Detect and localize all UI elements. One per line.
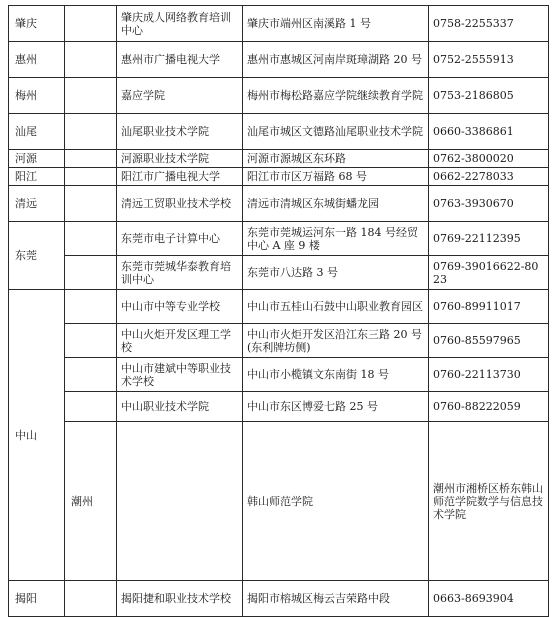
school-name-cell: 中山市中等专业学校	[117, 290, 243, 324]
school-name-cell: 惠州市广播电视大学	[117, 42, 243, 78]
table-row	[9, 358, 549, 392]
table-row	[9, 324, 549, 358]
phone-cell: 0762-3800020	[429, 150, 549, 168]
table-row	[9, 581, 549, 617]
table-row	[9, 256, 549, 290]
address-cell: 中山市火炬开发区沿江东三路 20 号(东利牌坊侧)	[243, 324, 429, 358]
phone-cell: 0663-8693904	[429, 581, 549, 617]
table-row	[9, 290, 549, 324]
school-name-cell: 河源职业技术学院	[117, 150, 243, 168]
empty-cell	[65, 6, 117, 42]
table-row	[9, 392, 549, 422]
address-cell: 汕尾市城区文德路汕尾职业技术学院	[243, 114, 429, 150]
school-name-cell: 汕尾职业技术学院	[117, 114, 243, 150]
phone-cell: 0660-3386861	[429, 114, 549, 150]
city-cell: 揭阳	[9, 581, 65, 617]
phone-cell: 0662-2278033	[429, 168, 549, 186]
training-centers-table	[8, 5, 549, 617]
table-row	[9, 422, 549, 581]
school-name-cell: 肇庆成人网络教育培训中心	[117, 6, 243, 42]
address-cell: 东莞市莞城运河东一路 184 号经贸中心 A 座 9 楼	[243, 222, 429, 256]
school-name-cell: 清远工贸职业技术学校	[117, 186, 243, 222]
empty-cell	[65, 256, 117, 290]
empty-cell	[65, 168, 117, 186]
address-cell: 揭阳市榕城区梅云吉荣路中段	[243, 581, 429, 617]
city-cell: 东莞	[9, 222, 65, 290]
city-cell: 河源	[9, 150, 65, 168]
address-cell: 潮州市湘桥区桥东韩山师范学院数学与信息技术学院	[429, 422, 549, 581]
empty-cell	[65, 392, 117, 422]
phone-cell: 0769-39016622-8023	[429, 256, 549, 290]
address-cell: 梅州市梅松路嘉应学院继续教育学院	[243, 78, 429, 114]
phone-cell: 0760-22113730	[429, 358, 549, 392]
empty-cell	[65, 186, 117, 222]
school-name-cell: 东莞市电子计算中心	[117, 222, 243, 256]
city-cell: 惠州	[9, 42, 65, 78]
school-name-cell: 东莞市莞城华泰教育培训中心	[117, 256, 243, 290]
table-row	[9, 150, 549, 168]
school-name-cell: 嘉应学院	[117, 78, 243, 114]
empty-cell	[65, 358, 117, 392]
school-name-cell: 韩山师范学院	[243, 422, 429, 581]
city-cell: 阳江	[9, 168, 65, 186]
table-row	[9, 114, 549, 150]
phone-cell: 0758-2255337	[429, 6, 549, 42]
city-cell: 潮州	[65, 422, 117, 581]
address-cell: 惠州市惠城区河南岸斑璋湖路 20 号	[243, 42, 429, 78]
school-name-cell: 揭阳捷和职业技术学校	[117, 581, 243, 617]
school-name-cell: 中山职业技术学院	[117, 392, 243, 422]
table-row	[9, 186, 549, 222]
empty-cell	[65, 581, 117, 617]
table-row	[9, 6, 549, 42]
address-cell: 清远市清城区东城街蟠龙园	[243, 186, 429, 222]
table-row	[9, 78, 549, 114]
school-name-cell: 中山市建斌中等职业技术学校	[117, 358, 243, 392]
address-cell: 肇庆市端州区南溪路 1 号	[243, 6, 429, 42]
table-row	[9, 222, 549, 256]
phone-cell: 0752-2555913	[429, 42, 549, 78]
city-cell: 清远	[9, 186, 65, 222]
address-cell: 东莞市八达路 3 号	[243, 256, 429, 290]
empty-cell	[65, 114, 117, 150]
city-cell: 肇庆	[9, 6, 65, 42]
school-name-cell: 中山火炬开发区理工学校	[117, 324, 243, 358]
empty-cell	[65, 290, 117, 324]
phone-cell: 0760-88222059	[429, 392, 549, 422]
table-body	[9, 6, 549, 617]
table-row	[9, 168, 549, 186]
phone-cell: 0760-85597965	[429, 324, 549, 358]
empty-cell	[65, 150, 117, 168]
empty-cell	[117, 422, 243, 581]
empty-cell	[65, 78, 117, 114]
empty-cell	[65, 324, 117, 358]
address-cell: 阳江市市区万福路 68 号	[243, 168, 429, 186]
empty-cell	[65, 222, 117, 256]
city-cell: 梅州	[9, 78, 65, 114]
phone-cell: 0760-89911017	[429, 290, 549, 324]
address-cell: 中山市东区博爱七路 25 号	[243, 392, 429, 422]
table-row	[9, 42, 549, 78]
city-cell: 汕尾	[9, 114, 65, 150]
school-name-cell: 阳江市广播电视大学	[117, 168, 243, 186]
address-cell: 河源市源城区东环路	[243, 150, 429, 168]
phone-cell: 0763-3930670	[429, 186, 549, 222]
phone-cell: 0769-22112395	[429, 222, 549, 256]
city-cell: 中山	[9, 290, 65, 581]
empty-cell	[65, 42, 117, 78]
address-cell: 中山市小榄镇文东南街 18 号	[243, 358, 429, 392]
address-cell: 中山市五桂山石鼓中山职业教育园区	[243, 290, 429, 324]
phone-cell: 0753-2186805	[429, 78, 549, 114]
